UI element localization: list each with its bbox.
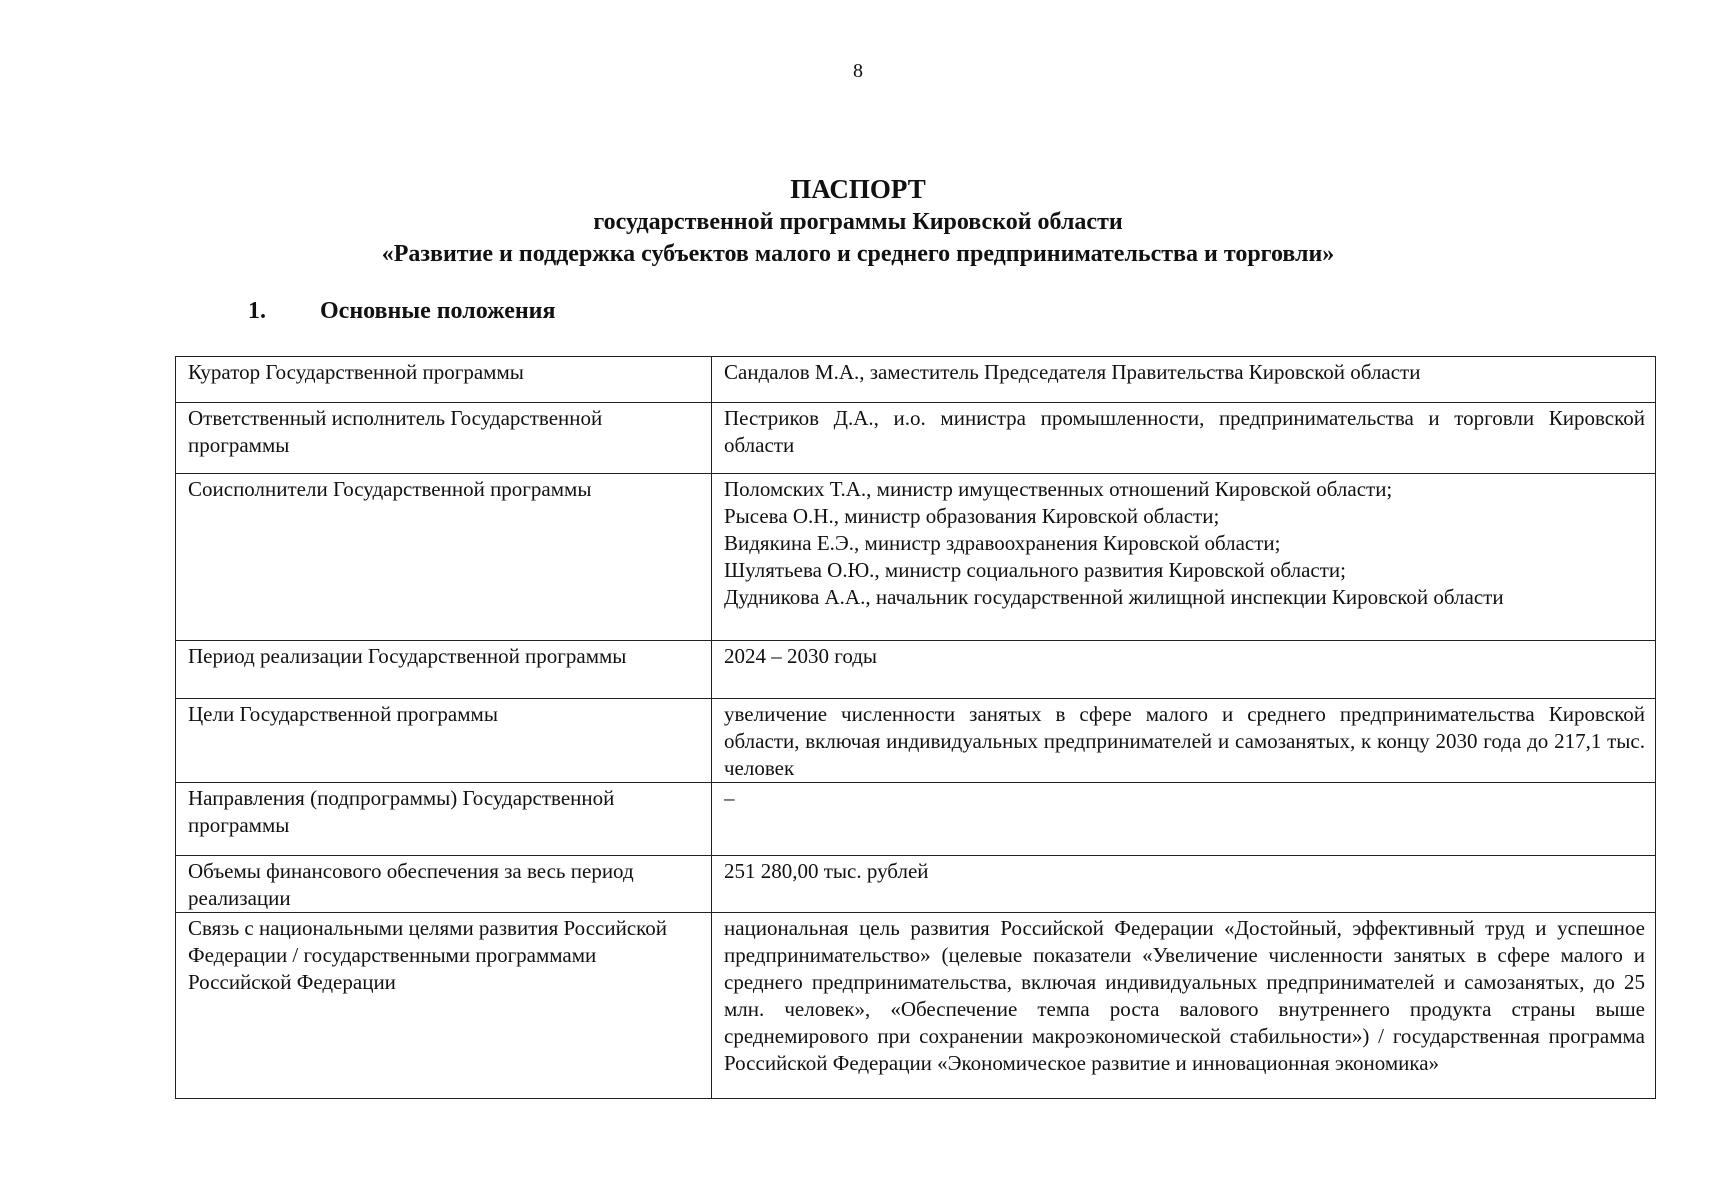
- row-value: [712, 357, 1656, 403]
- row-value: [712, 474, 1656, 641]
- value-line: Поломских Т.А., министр имущественных отношений Кировской области;: [724, 477, 1393, 501]
- row-label: Цели Государственной программы: [176, 699, 712, 783]
- table-row: [176, 641, 1656, 699]
- table-row: [176, 357, 1656, 403]
- row-value: [712, 403, 1656, 474]
- value-line: –: [724, 786, 735, 810]
- value-line: Рысева О.Н., министр образования Кировской области;: [724, 504, 1220, 528]
- table-row: [176, 856, 1656, 913]
- row-value: [712, 783, 1656, 856]
- table-row: [176, 699, 1656, 783]
- table-row: [176, 403, 1656, 474]
- table-row: [176, 783, 1656, 856]
- title-program: государственной программы Кировской области: [593, 209, 1123, 235]
- table-row: [176, 913, 1656, 1099]
- value-line: Шулятьева О.Ю., министр социального развития Кировской области;: [724, 558, 1346, 582]
- section-number: 1.: [248, 298, 266, 324]
- row-label: Связь с национальными целями развития Российской Федерации / государственными программами Российской Федерации: [176, 913, 712, 1099]
- section-title: Основные положения: [320, 298, 556, 324]
- row-value: [712, 913, 1656, 1099]
- passport-table: [175, 356, 1656, 1099]
- page-number: 8: [853, 60, 863, 82]
- document-title: [0, 172, 1716, 270]
- title-passport: ПАСПОРТ: [790, 174, 926, 204]
- value-line: Сандалов М.А., заместитель Председателя Правительства Кировской области: [724, 360, 1421, 384]
- row-label: Период реализации Государственной программы: [176, 641, 712, 699]
- value-line: 2024 – 2030 годы: [724, 644, 878, 668]
- section-heading: [248, 298, 556, 325]
- value-line: 251 280,00 тыс. рублей: [724, 859, 929, 883]
- table-row: [176, 474, 1656, 641]
- row-value: [712, 856, 1656, 913]
- row-label: Соисполнители Государственной программы: [176, 474, 712, 641]
- row-label: Объемы финансового обеспечения за весь период реализации: [176, 856, 712, 913]
- row-label: Направления (подпрограммы) Государственной программы: [176, 783, 712, 856]
- row-value: [712, 641, 1656, 699]
- title-program-name: «Развитие и поддержка субъектов малого и среднего предпринимательства и торговли»: [381, 241, 1335, 267]
- value-line: Пестриков Д.А., и.о. министра промышленности, предпринимательства и торговли Кировской области: [724, 406, 1645, 457]
- row-label: Куратор Государственной программы: [176, 357, 712, 403]
- row-label: Ответственный исполнитель Государственной программы: [176, 403, 712, 474]
- row-value: [712, 699, 1656, 783]
- value-line: Дудникова А.А., начальник государственной жилищной инспекции Кировской области: [724, 585, 1504, 609]
- value-line: увеличение численности занятых в сфере малого и среднего предпринимательства Кировской области, включая индивидуальных предпринимателей и самозанятых, к концу 2030 года до 217,1 тыс. человек: [724, 702, 1645, 780]
- value-line: Видякина Е.Э., министр здравоохранения Кировской области;: [724, 531, 1281, 555]
- value-line: национальная цель развития Российской Федерации «Достойный, эффективный труд и успешное предпринимательство» (целевые показатели «Увеличение численности занятых в сфере малого и среднего предпринимательства, включая индивидуальных предпринимателей и самозанятых, до 25 млн. человек», «Обеспечение темпа роста валового внутреннего продукта страны выше среднемирового при сохранении макроэкономической стабильности») / государственная программа Российской Федерации «Экономическое развитие и инновационная экономика»: [724, 916, 1645, 1075]
